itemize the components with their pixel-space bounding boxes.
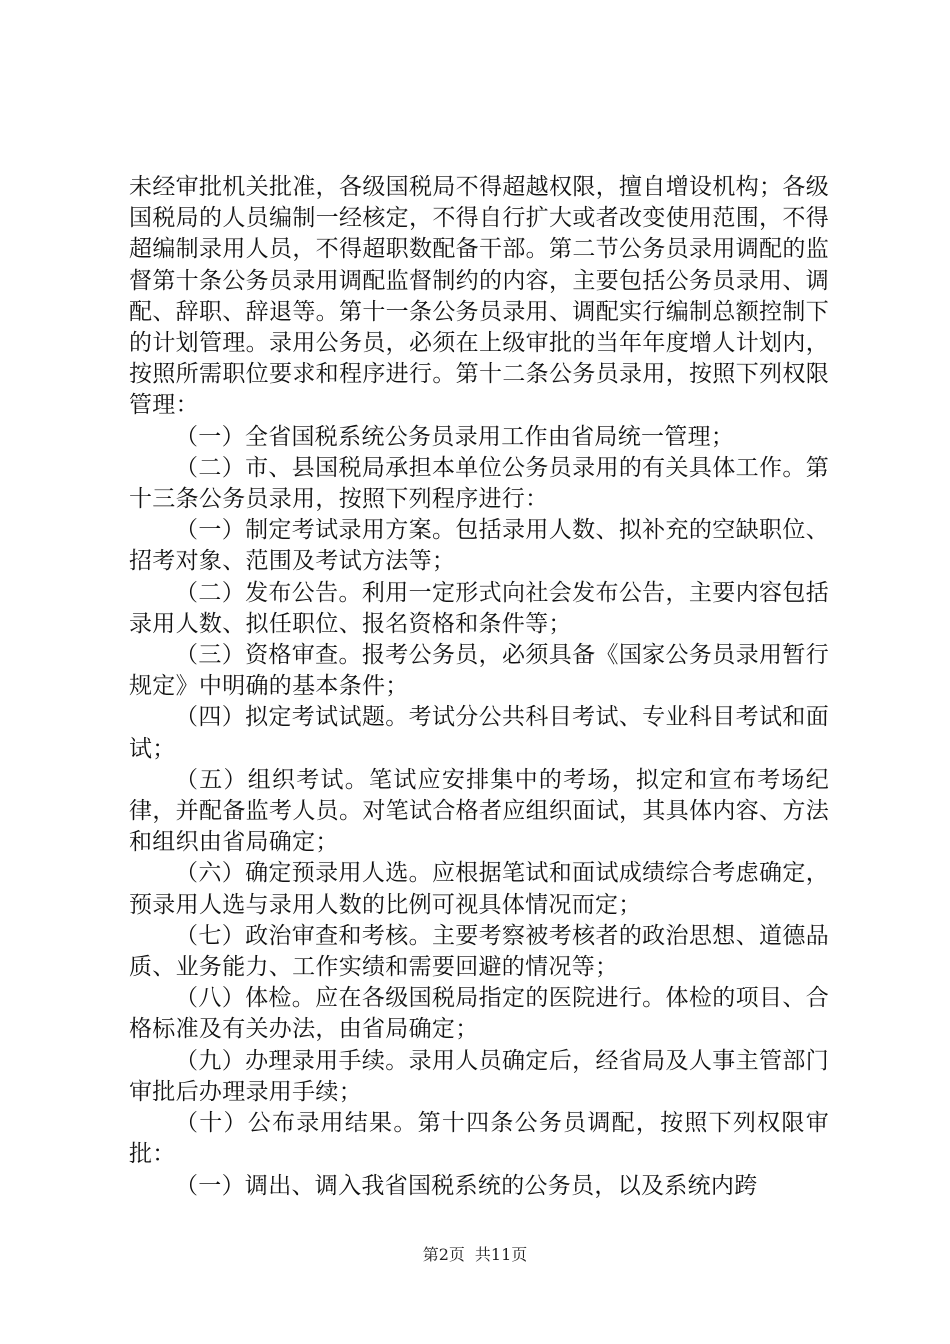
paragraph-0: 未经审批机关批准，各级国税局不得超越权限，擅自增设机构；各级国税局的人员编制一经核定，不得自行扩大或者改变使用范围，不得超编制录用人员，不得超职数配备干部。第二节公务员录用调配的监督第十条公务员录用调配监督制约的内容，主要包括公务员录用、调配、辞职、辞退等。第十一条公务员录用、调配实行编制总额控制下的计划管理。录用公务员，必须在上级审批的当年年度增人计划内，按照所需职位要求和程序进行。第十二条公务员录用，按照下列权限管理： xyxy=(129,174,829,419)
page-total: 共11页 xyxy=(474,1245,528,1264)
paragraph-2: （二）市、县国税局承担本单位公务员录用的有关具体工作。第十三条公务员录用，按照下列程序进行： xyxy=(129,454,829,513)
paragraph-6: （四）拟定考试试题。考试分公共科目考试、专业科目考试和面试； xyxy=(129,704,829,762)
paragraph-5: （三）资格审查。报考公务员，必须具备《国家公务员录用暂行规定》中明确的基本条件； xyxy=(129,642,829,700)
paragraph-9: （七）政治审查和考核。主要考察被考核者的政治思想、道德品质、业务能力、工作实绩和需要回避的情况等； xyxy=(129,922,829,981)
paragraph-8: （六）确定预录用人选。应根据笔试和面试成绩综合考虑确定，预录用人选与录用人数的比例可视具体情况而定； xyxy=(129,860,829,918)
paragraph-12: （十）公布录用结果。第十四条公务员调配，按照下列权限审批： xyxy=(129,1110,829,1168)
paragraph-1: （一）全省国税系统公务员录用工作由省局统一管理； xyxy=(175,423,735,450)
page-number: 第2页 xyxy=(422,1245,465,1264)
document-body xyxy=(129,172,829,1202)
paragraph-13: （一）调出、调入我省国税系统的公务员，以及系统内跨 xyxy=(175,1172,758,1199)
paragraph-11: （九）办理录用手续。录用人员确定后，经省局及人事主管部门审批后办理录用手续； xyxy=(129,1047,829,1105)
paragraph-10: （八）体检。应在各级国税局指定的医院进行。体检的项目、合格标准及有关办法，由省局确定； xyxy=(129,985,829,1043)
paragraph-4: （二）发布公告。利用一定形式向社会发布公告，主要内容包括录用人数、拟任职位、报名资格和条件等； xyxy=(129,579,829,637)
paragraph-3: （一）制定考试录用方案。包括录用人数、拟补充的空缺职位、招考对象、范围及考试方法等； xyxy=(129,517,829,575)
page-footer xyxy=(0,1242,950,1265)
paragraph-7: （五）组织考试。笔试应安排集中的考场，拟定和宣布考场纪律，并配备监考人员。对笔试合格者应组织面试，其具体内容、方法和组织由省局确定； xyxy=(129,766,829,856)
